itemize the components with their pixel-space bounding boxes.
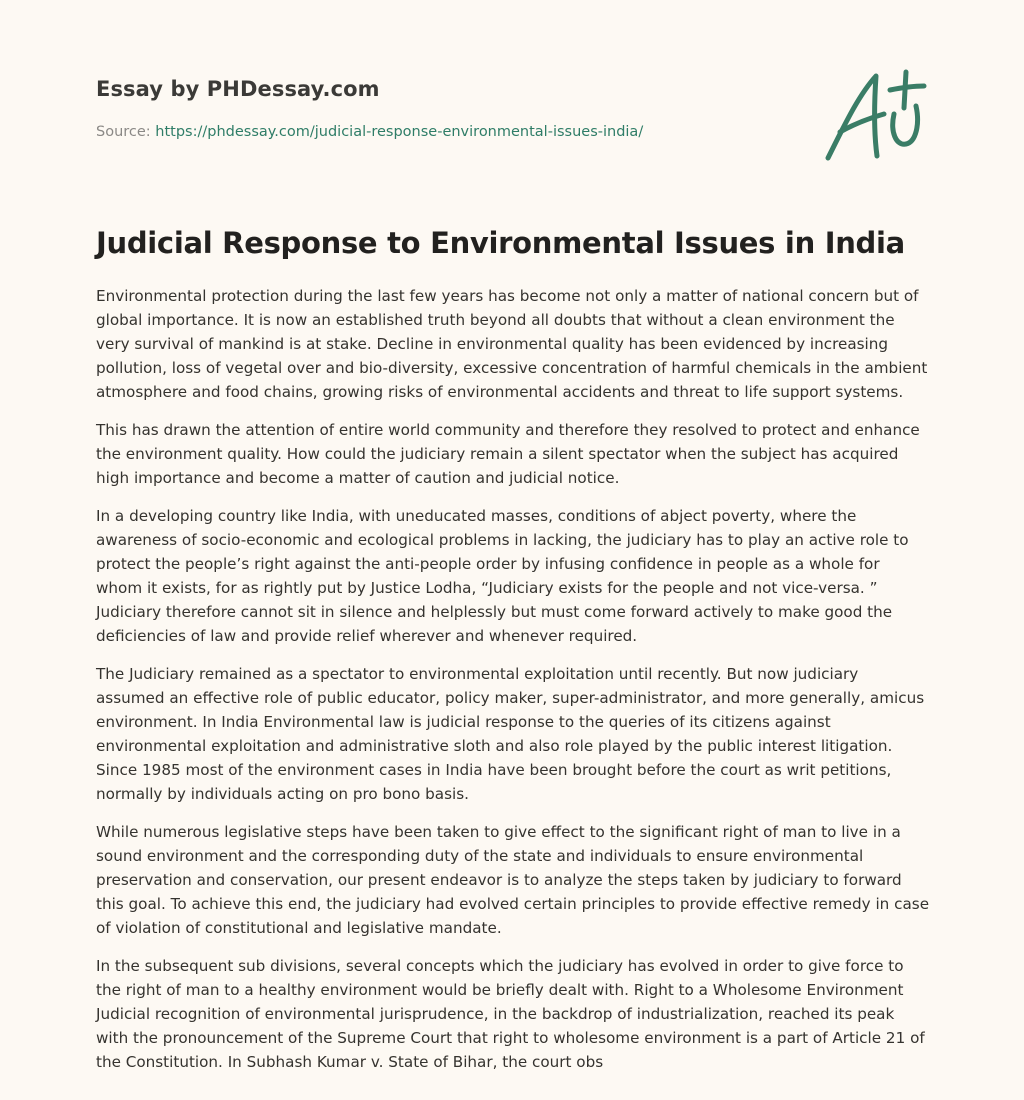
- paragraph: The Judiciary remained as a spectator to environmental exploitation until recently. But now judiciary assumed an effective role of public educator, policy maker, super-administrator, and more generally, amicus environment. In India Environmental law is judicial response to the queries of its citizens against environmental exploitation and administrative sloth and also role played by the public interest litigation. Since 1985 most of the environment cases in India have been brought before the court as writ petitions, normally by individuals acting on pro bono basis.: [96, 665, 925, 803]
- source-label: Source:: [96, 124, 156, 140]
- paragraph: This has drawn the attention of entire world community and therefore they resolved to protect and enhance the environment quality. How could the judiciary remain a silent spectator when the subject has acquired high importance and become a matter of caution and judicial notice.: [96, 421, 920, 487]
- source-link[interactable]: https://phdessay.com/judicial-response-environmental-issues-india/: [155, 124, 644, 140]
- source-line: [96, 124, 643, 140]
- paragraph: While numerous legislative steps have been taken to give effect to the significant right of man to live in a sound environment and the corresponding duty of the state and individuals to ensure environmental preservation and conservation, our present endeavor is to analyze the steps taken by judiciary to forward this goal. To achieve this end, the judiciary had evolved certain principles to provide effective remedy in case of violation of constitutional and legislative mandate.: [96, 823, 930, 937]
- article-body: [96, 284, 930, 1088]
- a-plus-logo-icon: [824, 66, 930, 170]
- header: [96, 0, 928, 190]
- paragraph: In a developing country like India, with uneducated masses, conditions of abject poverty, where the awareness of socio-economic and ecological problems in lacking, the judiciary has to play an active role to protect the people’s right against the anti-people order by infusing confidence in people as a whole for whom it exists, for as rightly put by Justice Lodha, “Judiciary exists for the people and not vice-versa. ” Judiciary therefore cannot sit in silence and helplessly but must come forward actively to make good the deficiencies of law and provide relief wherever and whenever required.: [96, 507, 909, 645]
- paragraph: In the subsequent sub divisions, several concepts which the judiciary has evolved in order to give force to the right of man to a healthy environment would be briefly dealt with. Right to a Wholesome Environment Judicial recognition of environmental jurisprudence, in the backdrop of industrialization, reached its peak with the pronouncement of the Supreme Court that right to wholesome environment is a part of Article 21 of the Constitution. In Subhash Kumar v. State of Bihar, the court obs: [96, 957, 925, 1071]
- brand-title: Essay by PHDessay.com: [96, 77, 380, 101]
- paragraph: Environmental protection during the last few years has become not only a matter of national concern but of global importance. It is now an established truth beyond all doubts that without a clean environment the very survival of mankind is at stake. Decline in environmental quality has been evidenced by increasing pollution, loss of vegetal over and bio-diversity, excessive concentration of harmful chemicals in the ambient atmosphere and food chains, growing risks of environmental accidents and threat to life support systems.: [96, 287, 928, 401]
- article-title: Judicial Response to Environmental Issues in India: [96, 226, 905, 260]
